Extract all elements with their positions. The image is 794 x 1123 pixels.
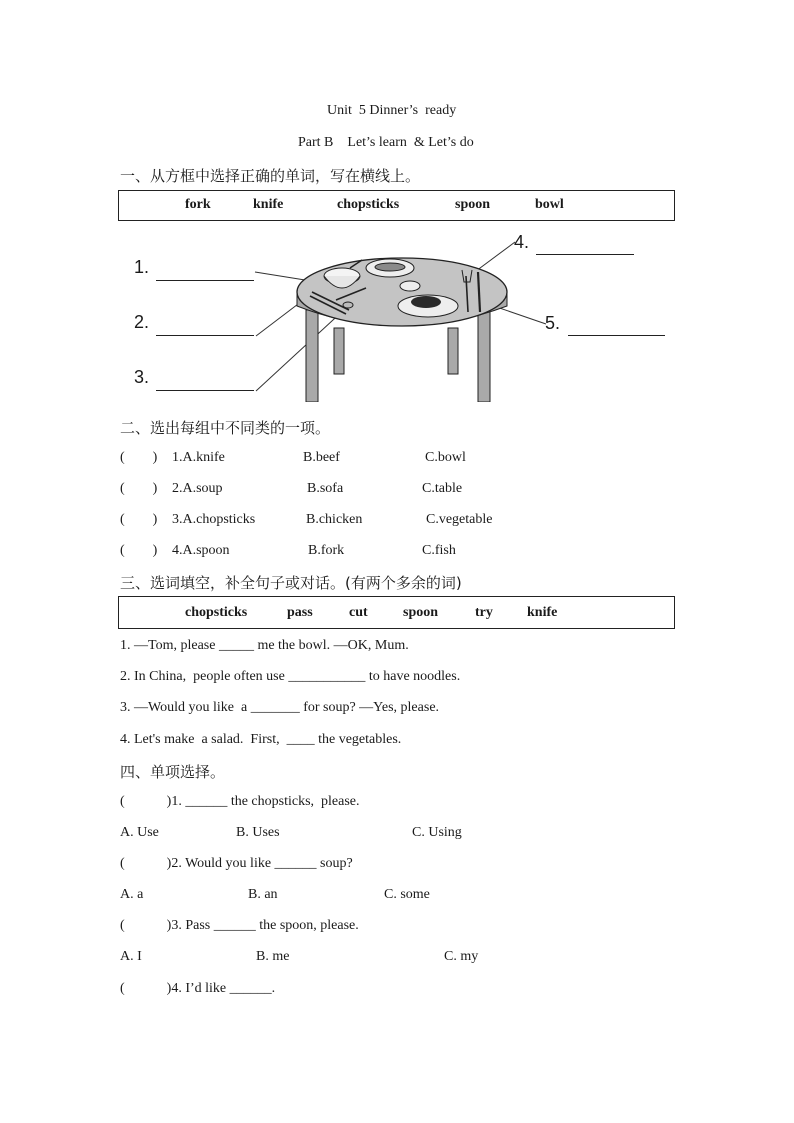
- word-fork: fork: [185, 197, 211, 212]
- question-1-options: [120, 825, 680, 845]
- word-knife: knife: [253, 197, 284, 212]
- option-a: A. Use: [120, 825, 159, 840]
- option-a: 1.A.knife: [172, 450, 225, 465]
- word-try: try: [475, 605, 493, 620]
- option-c: C. some: [384, 887, 430, 902]
- table-illustration: [250, 240, 560, 402]
- section3-sentence-1: 1. —Tom, please _____ me the bowl. —OK, Mum.: [120, 638, 409, 653]
- question-2-options: [120, 887, 680, 907]
- option-b: B.sofa: [307, 481, 344, 496]
- option-a: A. I: [120, 949, 142, 964]
- label-2: 2.: [134, 312, 150, 332]
- question-3-options: [120, 949, 680, 969]
- label-4: 4.: [514, 232, 530, 252]
- option-a: 4.A.spoon: [172, 543, 230, 558]
- answer-bracket[interactable]: ( ): [120, 481, 158, 496]
- word-chopsticks: chopsticks: [185, 605, 248, 620]
- answer-bracket[interactable]: ( ): [120, 450, 158, 465]
- section3-heading: 三、选词填空，补全句子或对话。(有两个多余的词): [120, 574, 462, 592]
- section2-heading: 二、选出每组中不同类的一项。: [120, 419, 331, 437]
- section2-item-1: [120, 450, 680, 470]
- option-c: C.fish: [422, 543, 456, 558]
- question-1-stem: ( )1. ______ the chopsticks, please.: [120, 794, 360, 809]
- page-subtitle: Part B Let’s learn & Let’s do: [298, 135, 474, 150]
- word-cut: cut: [349, 605, 368, 620]
- section3-sentence-3: 3. —Would you like a _______ for soup? —Yes, please.: [120, 700, 440, 715]
- section3-sentence-4: 4. Let's make a salad. First, ____ the vegetables.: [120, 732, 402, 747]
- label-5: 5.: [545, 313, 561, 333]
- answer-blank-3[interactable]: [156, 390, 254, 391]
- label-3: 3.: [134, 367, 150, 387]
- section1-heading: 一、从方框中选择正确的单词，写在横线上。: [120, 167, 421, 185]
- option-c: C.bowl: [425, 450, 466, 465]
- option-b: B.chicken: [306, 512, 363, 527]
- option-a: 3.A.chopsticks: [172, 512, 256, 527]
- word-chopsticks: chopsticks: [337, 197, 400, 212]
- option-c: C.vegetable: [426, 512, 493, 527]
- page-title: Unit 5 Dinner’s ready: [327, 103, 457, 118]
- section1-word-box: [118, 190, 675, 221]
- option-a: A. a: [120, 887, 144, 902]
- word-pass: pass: [287, 605, 313, 620]
- answer-blank-2[interactable]: [156, 335, 254, 336]
- word-spoon: spoon: [455, 197, 491, 212]
- label-1: 1.: [134, 257, 150, 277]
- question-3-stem: ( )3. Pass ______ the spoon, please.: [120, 918, 359, 933]
- word-knife: knife: [527, 605, 558, 620]
- answer-blank-1[interactable]: [156, 280, 254, 281]
- option-c: C. my: [444, 949, 479, 964]
- question-2-stem: ( )2. Would you like ______ soup?: [120, 856, 353, 871]
- option-b: B. me: [256, 949, 290, 964]
- section3-word-box: [118, 596, 675, 629]
- section3-sentence-2: 2. In China, people often use ___________ to have noodles.: [120, 669, 461, 684]
- word-bowl: bowl: [535, 197, 564, 212]
- section4-heading: 四、单项选择。: [120, 763, 226, 781]
- option-b: B. an: [248, 887, 278, 902]
- answer-bracket[interactable]: ( ): [120, 512, 158, 527]
- answer-blank-5[interactable]: [568, 335, 665, 336]
- option-b: B. Uses: [236, 825, 280, 840]
- option-c: C.table: [422, 481, 463, 496]
- section2-item-4: [120, 543, 680, 563]
- answer-bracket[interactable]: ( ): [120, 543, 158, 558]
- option-b: B.beef: [303, 450, 340, 465]
- option-c: C. Using: [412, 825, 462, 840]
- question-4-stem: ( )4. I’d like ______.: [120, 981, 276, 996]
- option-a: 2.A.soup: [172, 481, 223, 496]
- section2-item-2: [120, 481, 680, 501]
- section2-item-3: [120, 512, 680, 532]
- option-b: B.fork: [308, 543, 345, 558]
- word-spoon: spoon: [403, 605, 439, 620]
